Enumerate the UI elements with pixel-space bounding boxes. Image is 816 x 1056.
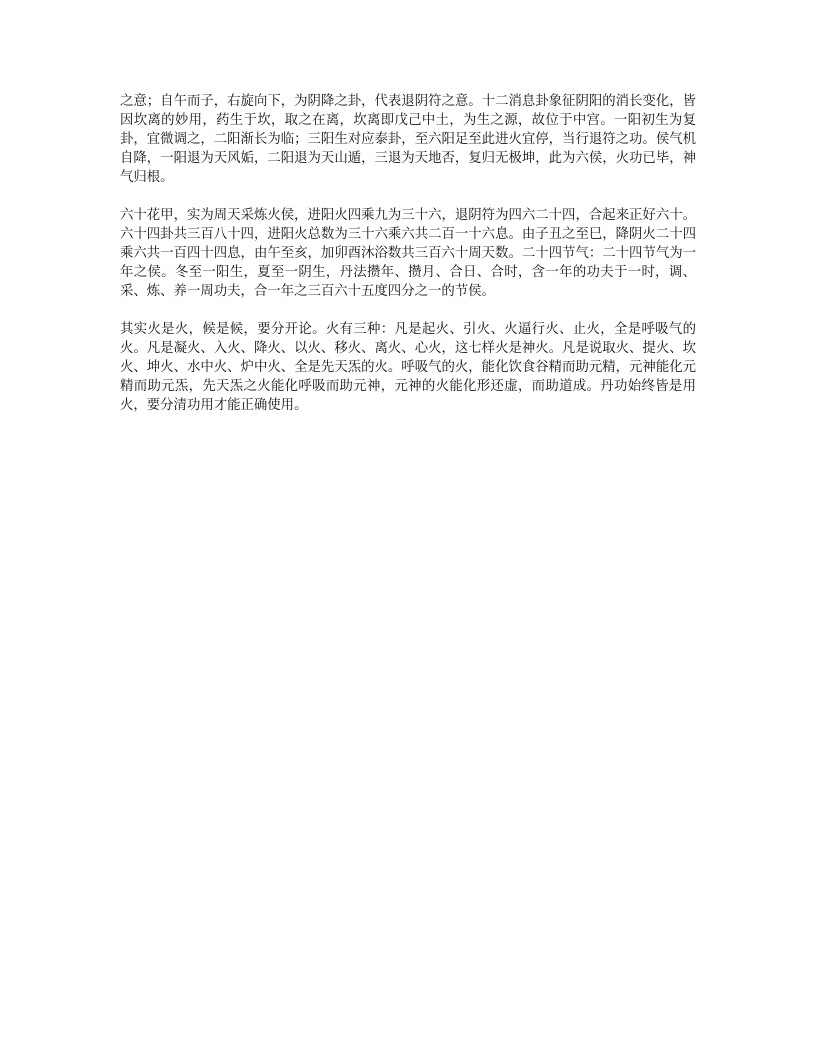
document-body [120, 92, 696, 434]
paragraph-1: 之意；自午而子，右旋向下，为阴降之卦，代表退阴符之意。十二消息卦象征阴阳的消长变化，皆因坎离的妙用，药生于坎，取之在离，坎离即戊己中土，为生之源，故位于中宫。一阳初生为复卦，宜微调之，二阳渐长为临；三阳生对应泰卦，至六阳足至此进火宜停，当行退符之功。侯气机自降，一阳退为天风姤，二阳退为天山遁，三退为天地否，复归无极坤，此为六侯，火功已毕，神气归根。 [120, 94, 696, 185]
paragraph-3: 其实火是火，候是候，要分开论。火有三种：凡是起火、引火、火逼行火、止火，全是呼吸气的火。凡是凝火、入火、降火、以火、移火、离火、心火，这七样火是神火。凡是说取火、提火、坎火、坤火、水中火、炉中火、全是先天炁的火。呼吸气的火，能化饮食谷精而助元精，元神能化元精而助元炁，先天炁之火能化呼吸而助元神，元神的火能化形还虚，而助道成。丹功始终皆是用火，要分清功用才能正确使用。 [120, 322, 696, 413]
paragraph-2: 六十花甲，实为周天采炼火侯，进阳火四乘九为三十六，退阴符为四六二十四，合起来正好六十。六十四卦共三百八十四，进阳火总数为三十六乘六共二百一十六息。由子丑之至巳，降阴火二十四乘六共一百四十四息，由午至亥，加卯酉沐浴数共三百六十周天数。二十四节气：二十四节气为一年之侯。冬至一阳生，夏至一阴生，丹法攒年、攒月、合日、合时，含一年的功夫于一时，调、采、炼、养一周功夫，合一年之三百六十五度四分之一的节侯。 [120, 208, 696, 299]
